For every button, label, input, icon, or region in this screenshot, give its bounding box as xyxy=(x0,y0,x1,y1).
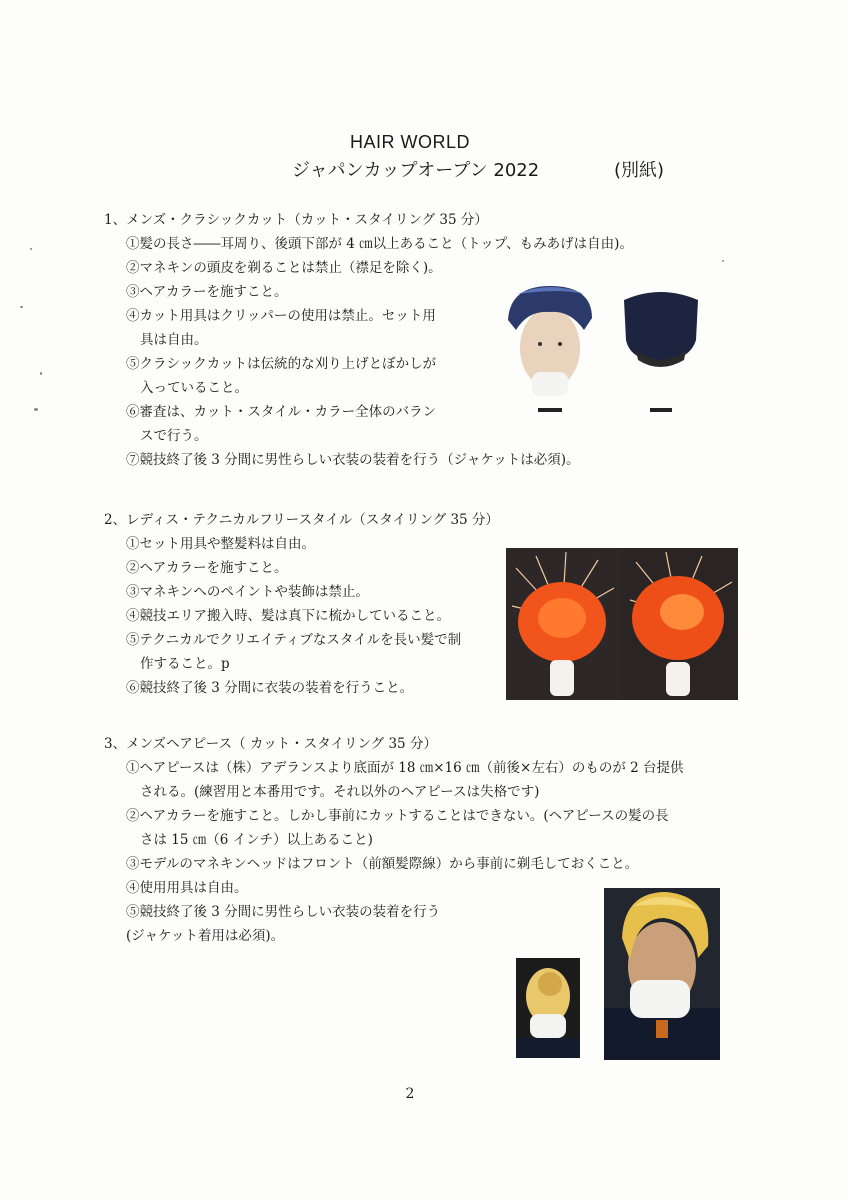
list-item: ④使用用具は自由。 xyxy=(126,880,248,896)
document-title: HAIR WORLD xyxy=(349,132,470,152)
photo-hairpiece-style xyxy=(604,888,720,1060)
list-item: ①ヘアピースは（株）アデランスより底面が 18 ㎝×16 ㎝（前後×左右）のものが 2 台提供 xyxy=(126,760,684,776)
list-item: ③ヘアカラーを施すこと。 xyxy=(126,284,288,300)
document-subtitle: ジャパンカップオープン 2022 xyxy=(292,160,540,181)
list-item-continued: スで行う。 xyxy=(140,428,208,444)
list-item: ①セット用具や整髪料は自由。 xyxy=(126,536,315,552)
list-item-continued: 入っていること。 xyxy=(140,380,248,396)
list-item: ⑤クラシックカットは伝統的な刈り上げとぼかしが xyxy=(126,356,437,372)
list-item: ④カット用具はクリッパーの使用は禁止。セット用 xyxy=(126,308,436,324)
list-item: ②ヘアカラーを施すこと。しかし事前にカットすることはできない。(ヘアピースの髪の長 xyxy=(126,808,669,824)
section-heading: 2、レディス・テクニカルフリースタイル（スタイリング 35 分） xyxy=(104,512,499,528)
list-item-continued: (ジャケット着用は必須)。 xyxy=(126,928,285,944)
list-item: ⑤テクニカルでクリエイティブなスタイルを長い髪で制 xyxy=(126,632,462,648)
list-item-continued: 作すること。p xyxy=(140,656,230,672)
list-item: ⑦競技終了後 3 分間に男性らしい衣装の装着を行う（ジャケットは必須)。 xyxy=(126,452,580,468)
attachment-tag: (別紙) xyxy=(614,160,665,181)
list-item: ②マネキンの頭皮を剃ることは禁止（襟足を除く)。 xyxy=(126,260,442,276)
list-item: ③モデルのマネキンヘッドはフロント（前額髪際線）から事前に剃毛しておくこと。 xyxy=(126,856,639,872)
photo-classic-cut xyxy=(500,280,710,420)
list-item: ④競技エリア搬入時、髪は真下に梳かしていること。 xyxy=(126,608,450,624)
section-ladies-technical-freestyle xyxy=(104,508,499,700)
list-item-continued: される。(練習用と本番用です。それ以外のヘアピースは失格です) xyxy=(140,784,540,800)
photo-shaved-mannequin xyxy=(516,958,580,1058)
section-heading: 3、メンズヘアピース（ カット・スタイリング 35 分） xyxy=(104,736,437,752)
photo-technical-freestyle xyxy=(506,548,738,700)
list-item: ①髪の長さ――耳周り、後頭下部が 4 ㎝以上あること（トップ、もみあげは自由)。 xyxy=(126,236,633,252)
list-item-continued: 具は自由。 xyxy=(140,332,208,348)
list-item: ③マネキンへのペイントや装飾は禁止。 xyxy=(126,584,369,600)
list-item: ⑥審査は、カット・スタイル・カラー全体のバラン xyxy=(126,404,437,420)
page-number: 2 xyxy=(405,1086,415,1102)
list-item: ②ヘアカラーを施すこと。 xyxy=(126,560,288,576)
list-item-continued: さは 15 ㎝（6 インチ）以上あること) xyxy=(140,832,373,848)
list-item: ⑤競技終了後 3 分間に男性らしい衣装の装着を行う xyxy=(126,904,441,920)
list-item: ⑥競技終了後 3 分間に衣装の装着を行うこと。 xyxy=(126,680,414,696)
section-heading: 1、メンズ・クラシックカット（カット・スタイリング 35 分） xyxy=(104,212,488,228)
section-mens-hairpiece xyxy=(104,732,684,948)
